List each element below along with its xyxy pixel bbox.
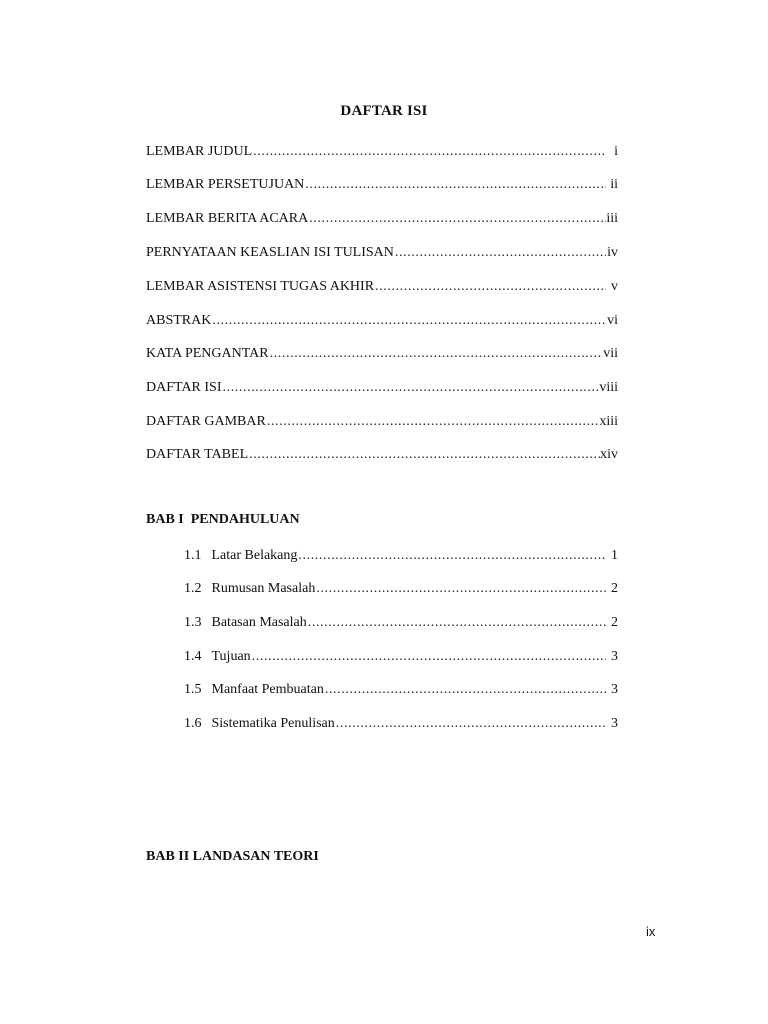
toc-entry-label: LEMBAR PERSETUJUAN (146, 177, 305, 192)
section-page: 3 (611, 682, 618, 697)
toc-entry-pernyataan-keaslian (146, 244, 618, 262)
toc-leader-dots (308, 210, 606, 228)
toc-leader-dots (252, 143, 606, 161)
toc-leader-dots (251, 648, 606, 666)
toc-leader-dots (211, 312, 606, 330)
section-number: 1.4 (184, 649, 202, 664)
toc-entry-page: iii (606, 211, 618, 226)
toc-entry-label: DAFTAR ISI (146, 380, 222, 395)
toc-leader-dots (324, 681, 606, 699)
section-page: 3 (611, 716, 618, 731)
section-number: 1.5 (184, 682, 202, 697)
toc-entry-lembar-judul (146, 143, 618, 161)
toc-entry-daftar-tabel (146, 446, 618, 464)
page-number: ix (646, 924, 656, 939)
toc-entry-page: iv (607, 245, 618, 260)
toc-section-1-3 (184, 614, 618, 632)
toc-entry-lembar-asistensi (146, 278, 618, 296)
section-label: Batasan Masalah (211, 615, 307, 630)
section-number: 1.1 (184, 548, 202, 563)
section-label: Tujuan (211, 649, 251, 664)
section-number: 1.3 (184, 615, 202, 630)
section-page: 2 (611, 581, 618, 596)
section-label: Latar Belakang (211, 548, 298, 563)
toc-leader-dots (266, 413, 599, 431)
toc-entry-lembar-berita-acara (146, 210, 618, 228)
toc-entry-daftar-isi (146, 379, 618, 397)
chapter-heading-bab-2: BAB II LANDASAN TEORI (146, 849, 319, 864)
toc-entry-page: ii (610, 177, 618, 192)
toc-leader-dots (248, 446, 600, 464)
toc-entry-label: DAFTAR GAMBAR (146, 414, 266, 429)
toc-leader-dots (335, 715, 606, 733)
toc-entry-page: v (611, 279, 618, 294)
toc-section-1-5 (184, 681, 618, 699)
toc-entry-label: PERNYATAAN KEASLIAN ISI TULISAN (146, 245, 394, 260)
section-page: 1 (611, 548, 618, 563)
section-number: 1.2 (184, 581, 202, 596)
section-page: 2 (611, 615, 618, 630)
chapter-heading-bab-1: BAB I PENDAHULUAN (146, 512, 300, 527)
toc-section-1-4 (184, 648, 618, 666)
toc-leader-dots (269, 345, 604, 363)
toc-section-1-2 (184, 580, 618, 598)
toc-entry-abstrak (146, 312, 618, 330)
toc-entry-label: LEMBAR JUDUL (146, 144, 253, 159)
toc-entry-page: vi (607, 313, 618, 328)
toc-entry-page: i (614, 144, 618, 159)
toc-leader-dots (297, 547, 606, 565)
toc-leader-dots (394, 244, 606, 262)
toc-leader-dots (307, 614, 606, 632)
toc-entry-label: ABSTRAK (146, 313, 212, 328)
section-number: 1.6 (184, 716, 202, 731)
toc-entry-label: LEMBAR ASISTENSI TUGAS AKHIR (146, 279, 375, 294)
toc-entry-lembar-persetujuan (146, 176, 618, 194)
toc-entry-page: vii (603, 346, 618, 361)
toc-leader-dots (315, 580, 606, 598)
toc-section-1-1 (184, 547, 618, 565)
toc-leader-dots (222, 379, 600, 397)
toc-leader-dots (374, 278, 606, 296)
toc-entry-kata-pengantar (146, 345, 618, 363)
toc-leader-dots (304, 176, 606, 194)
section-page: 3 (611, 649, 618, 664)
section-label: Sistematika Penulisan (211, 716, 335, 731)
section-label: Rumusan Masalah (211, 581, 316, 596)
toc-entry-page: viii (599, 380, 618, 395)
toc-section-1-6 (184, 715, 618, 733)
section-label: Manfaat Pembuatan (211, 682, 324, 697)
toc-entry-label: DAFTAR TABEL (146, 447, 249, 462)
toc-entry-label: LEMBAR BERITA ACARA (146, 211, 309, 226)
toc-entry-page: xiv (600, 447, 618, 462)
toc-entry-label: KATA PENGANTAR (146, 346, 269, 361)
toc-entry-daftar-gambar (146, 413, 618, 431)
page-title: DAFTAR ISI (340, 103, 428, 119)
toc-entry-page: xiii (599, 414, 618, 429)
